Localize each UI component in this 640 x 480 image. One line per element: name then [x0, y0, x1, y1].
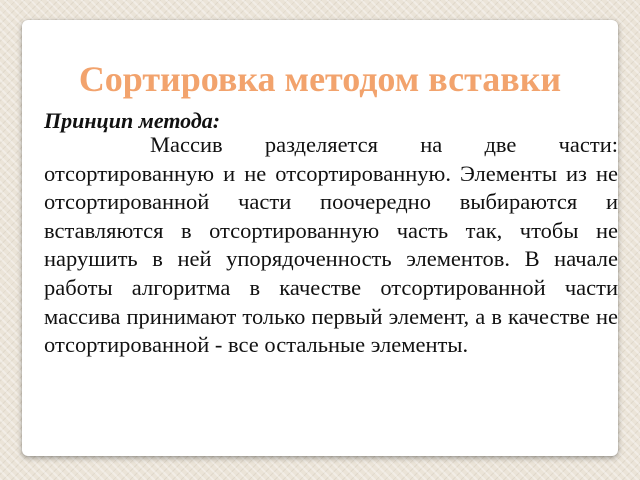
method-principle-heading: Принцип метода: — [44, 108, 221, 133]
slide-title: Сортировка методом вставки — [78, 59, 562, 99]
method-description: Массив разделяется на две части: отсортированную и не отсортированную. Элементы из не отсортированной части поочередно выбираются и вставляются в отсортированную часть так, чтобы не нарушить в ней упорядоченность элементов. В начале работы алгоритма в качестве отсортированной части массива принимают только первый элемент, а в качестве не отсортированной - все остальные элементы. — [44, 132, 618, 358]
slide-card — [22, 20, 618, 456]
